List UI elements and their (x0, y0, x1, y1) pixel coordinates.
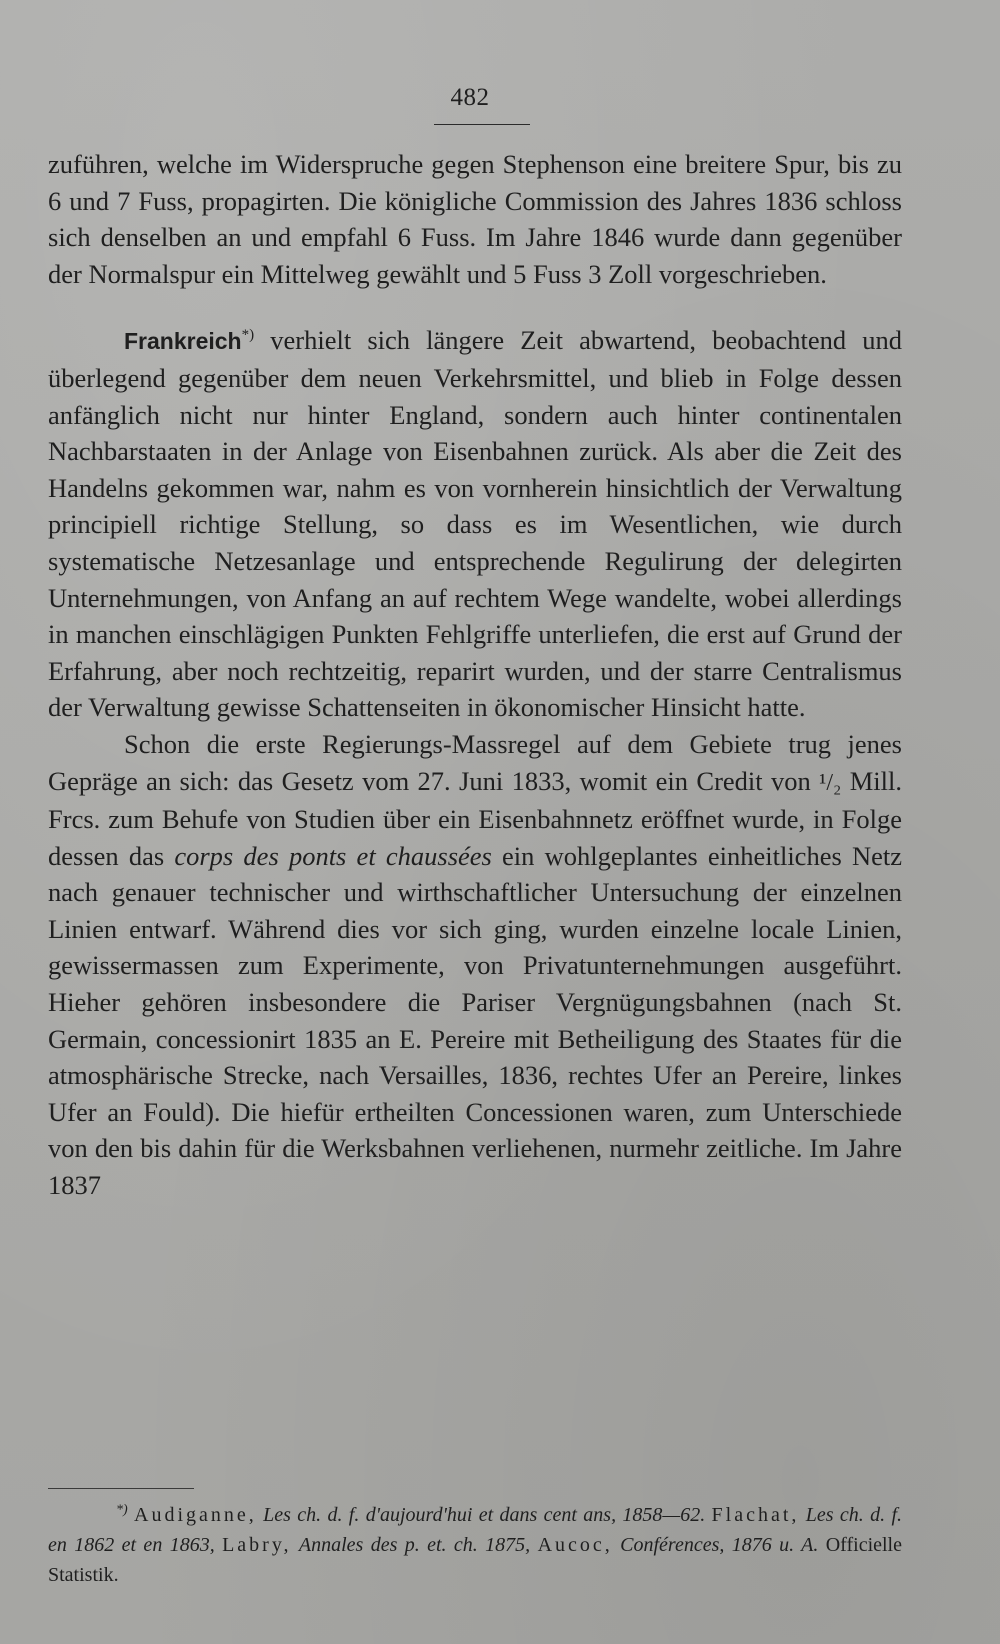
fraction: ¹/₂ (819, 769, 842, 796)
lead-word: Frankreich (124, 328, 242, 355)
footnote-author-2: Flachat, (711, 1504, 800, 1526)
paragraph-1: zuführen, welche im Widerspruche gegen Stephenson eine breitere Spur, bis zu 6 und 7 Fuss, propagirten. Die königliche Commission des Jahres 1836 schloss sich denselben an und empfahl 6 Fuss. Im Jahre 1846 wurde dann gegenüber der Normalspur ein Mittelweg gewählt und 5 Fuss 3 Zoll vorgeschrieben. (48, 149, 902, 289)
page-number: 482 (450, 84, 490, 111)
footnote-title-3: Annales des p. et. ch. 1875, (298, 1534, 531, 1556)
italic-phrase: corps des ponts et chaussées (174, 840, 492, 871)
footnote-author-1: Audiganne, (134, 1504, 257, 1526)
paragraph-3-text-b: Mill. Frcs. zum Behufe von Studien über ein Eisenbahnnetz eröffnet wurde, in Folge dessen das (48, 765, 903, 871)
paragraph-3 (48, 726, 902, 1204)
footnote-title-2: Les ch. d. f. en 1862 et en 1863, (48, 1504, 903, 1556)
footnote-text (48, 1500, 902, 1590)
footnote (48, 1500, 902, 1590)
footnote-author-4: Aucoc, (537, 1534, 613, 1556)
footnote-marker: *) (116, 1502, 128, 1518)
paragraph-3-text-a: Schon die erste Regierungs-Massregel auf dem Gebiete trug jenes Gepräge an sich: das Gesetz vom 27. Juni 1833, womit ein Credit von (48, 728, 902, 796)
paragraph-2-text: verhielt sich längere Zeit abwartend, beobachtend und überlegend gegenüber dem neuen Verkehrsmittel, und blieb in Folge dessen anfänglich nicht nur hinter England, sondern auch hinter continentalen Nachbarstaaten in der Anlage von Eisenbahnen zurück. Als aber die Zeit des Handelns gekommen war, nahm es von vornherein hinsichtlich der Verwaltung principiell richtige Stellung, so dass es im Wesentlichen, wie durch systematische Netzesanlage und entsprechende Regulirung der delegirten Unternehmungen, von Anfang an auf rechtem Wege wandelte, wobei allerdings in manchen einschlägigen Punkten Fehlgriffe unterliefen, die erst auf Grund der Erfahrung, aber noch rechtzeitig, reparirt wurden, und der starre Centralismus der Verwaltung gewisse Schattenseiten in ökonomischer Hinsicht hatte. (48, 325, 902, 723)
paragraph-2 (48, 322, 902, 726)
footnote-rule (48, 1488, 194, 1489)
paragraph-3-text-c: ein wohlgeplantes einheitliches Netz nach genauer technischer und wirthschaftlicher Untersuchung der einzelnen Linien entwarf. Während dies vor sich ging, wurden einzelne locale Linien, gewissermassen zum Experimente, von Privatunternehmungen ausgeführt. Hieher gehören insbesondere die Pariser Vergnügungsbahnen (nach St. Germain, concessionirt 1835 an E. Pereire mit Betheiligung des Staates für die atmosphärische Strecke, nach Versailles, 1836, rechtes Ufer an Pereire, linkes Ufer an Fould). Die hiefür ertheilten Concessionen waren, zum Unterschiede von den bis dahin für die Werksbahnen verliehenen, nurmehr zeitliche. Im Jahre 1837 (48, 840, 902, 1201)
footnote-reference: *) (241, 327, 255, 344)
footnote-title-4: Conférences, 1876 u. A. (620, 1534, 819, 1556)
footnote-tail: Officielle Statistik. (48, 1534, 902, 1586)
footnote-title-1: Les ch. d. f. d'aujourd'hui et dans cent ans, 1858—62. (263, 1504, 706, 1526)
body-text (48, 146, 902, 1204)
footnote-author-3: Labry, (222, 1534, 292, 1556)
header-rule (434, 124, 530, 125)
